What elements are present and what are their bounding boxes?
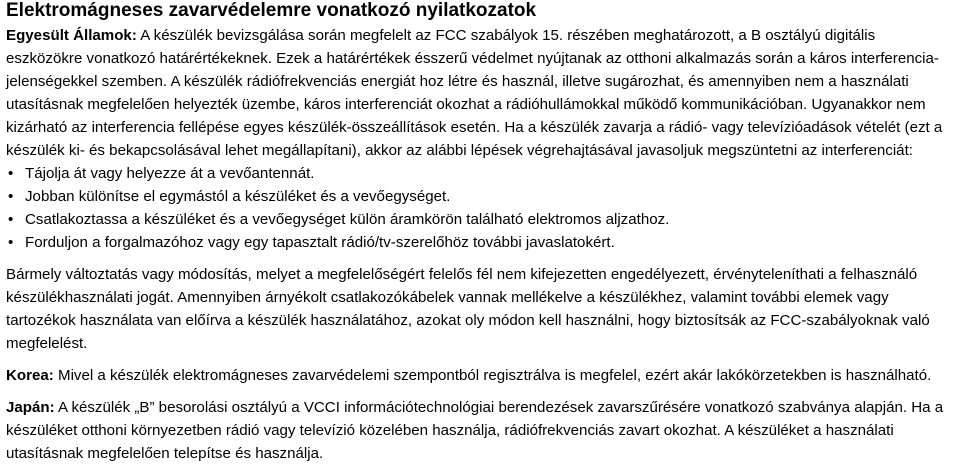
korea-label: Korea: xyxy=(6,367,54,384)
korea-paragraph xyxy=(6,364,954,387)
list-item: • Csatlakoztassa a készüléket és a vevőegységet külön áramkörön található elektromos aljzathoz. xyxy=(6,208,954,231)
japan-text: A készülék „B” besorolási osztályú a VCCI információtechnológiai berendezések zavarszűrésére vonatkozó szabványa alapján. Ha a készüléket otthoni környezetben rádió vagy televízió közelében használja, rádiófrekvenciás zavart okozhat. A készüléket a használati utasításnak megfelelően telepítse és használja. xyxy=(6,399,944,462)
bullet-icon: • xyxy=(8,188,14,205)
usa-paragraph xyxy=(6,24,954,162)
list-item: • Forduljon a forgalmazóhoz vagy egy tapasztalt rádió/tv-szerelőhöz további javaslatokért. xyxy=(6,231,954,254)
korea-text: Mivel a készülék elektromágneses zavarvédelemi szempontból regisztrálva is megfelel, ezért akár lakókörzetekben is használható. xyxy=(53,367,932,384)
usa-text: A készülék bevizsgálása során megfelelt az FCC szabályok 15. részében meghatározott, a B osztályú digitális eszközökre vonatkozó határértékeknek. Ezek a határértékek ésszerű védelmet nyújtanak az otthoni alkalmazás során a káros interferencia-jelenségekkel szemben. A készülék rádiófrekvenciás energiát hoz létre és használ, illetve sugározhat, és amennyiben nem a használati utasításnak megfelelően helyezték üzembe, káros interferenciát okozhat a rádióhullámokkal működő kommunikációban. Ugyanakkor nem kizárható az interferencia fellépése egyes készülék-összeállítások esetén. Ha a készülék zavarja a rádió- vagy televízióadások vételét (ezt a készülék ki- és bekapcsolásával lehet megállapítani), akkor az alábbi lépések végrehajtásával javasoljuk megszüntetni az interferenciát: xyxy=(6,27,943,159)
interference-steps-list xyxy=(6,162,954,254)
usa-label: Egyesült Államok: xyxy=(6,27,137,44)
japan-label: Japán: xyxy=(6,399,55,416)
japan-paragraph xyxy=(6,396,954,465)
list-item: • Jobban különítse el egymástól a készüléket és a vevőegységet. xyxy=(6,185,954,208)
bullet-icon: • xyxy=(8,211,14,228)
list-item: • Tájolja át vagy helyezze át a vevőantennát. xyxy=(6,162,954,185)
bullet-icon: • xyxy=(8,234,14,251)
bullet-icon: • xyxy=(8,165,14,182)
changes-paragraph: Bármely változtatás vagy módosítás, melyet a megfelelőségért felelős fél nem kifejezetten engedélyezett, érvényteleníthati a felhasználó készülékhasználati jogát. Amennyiben árnyékolt csatlakozókábelek vannak mellékelve a készülékhez, valamint további elemek vagy tartozékok használata van előírva a készülék használatához, azokat oly módon kell használni, hogy biztosítsák az FCC-szabályoknak való megfelelést. xyxy=(6,266,930,352)
page-title: Elektromágneses zavarvédelemre vonatkozó nyilatkozatok xyxy=(6,0,537,21)
